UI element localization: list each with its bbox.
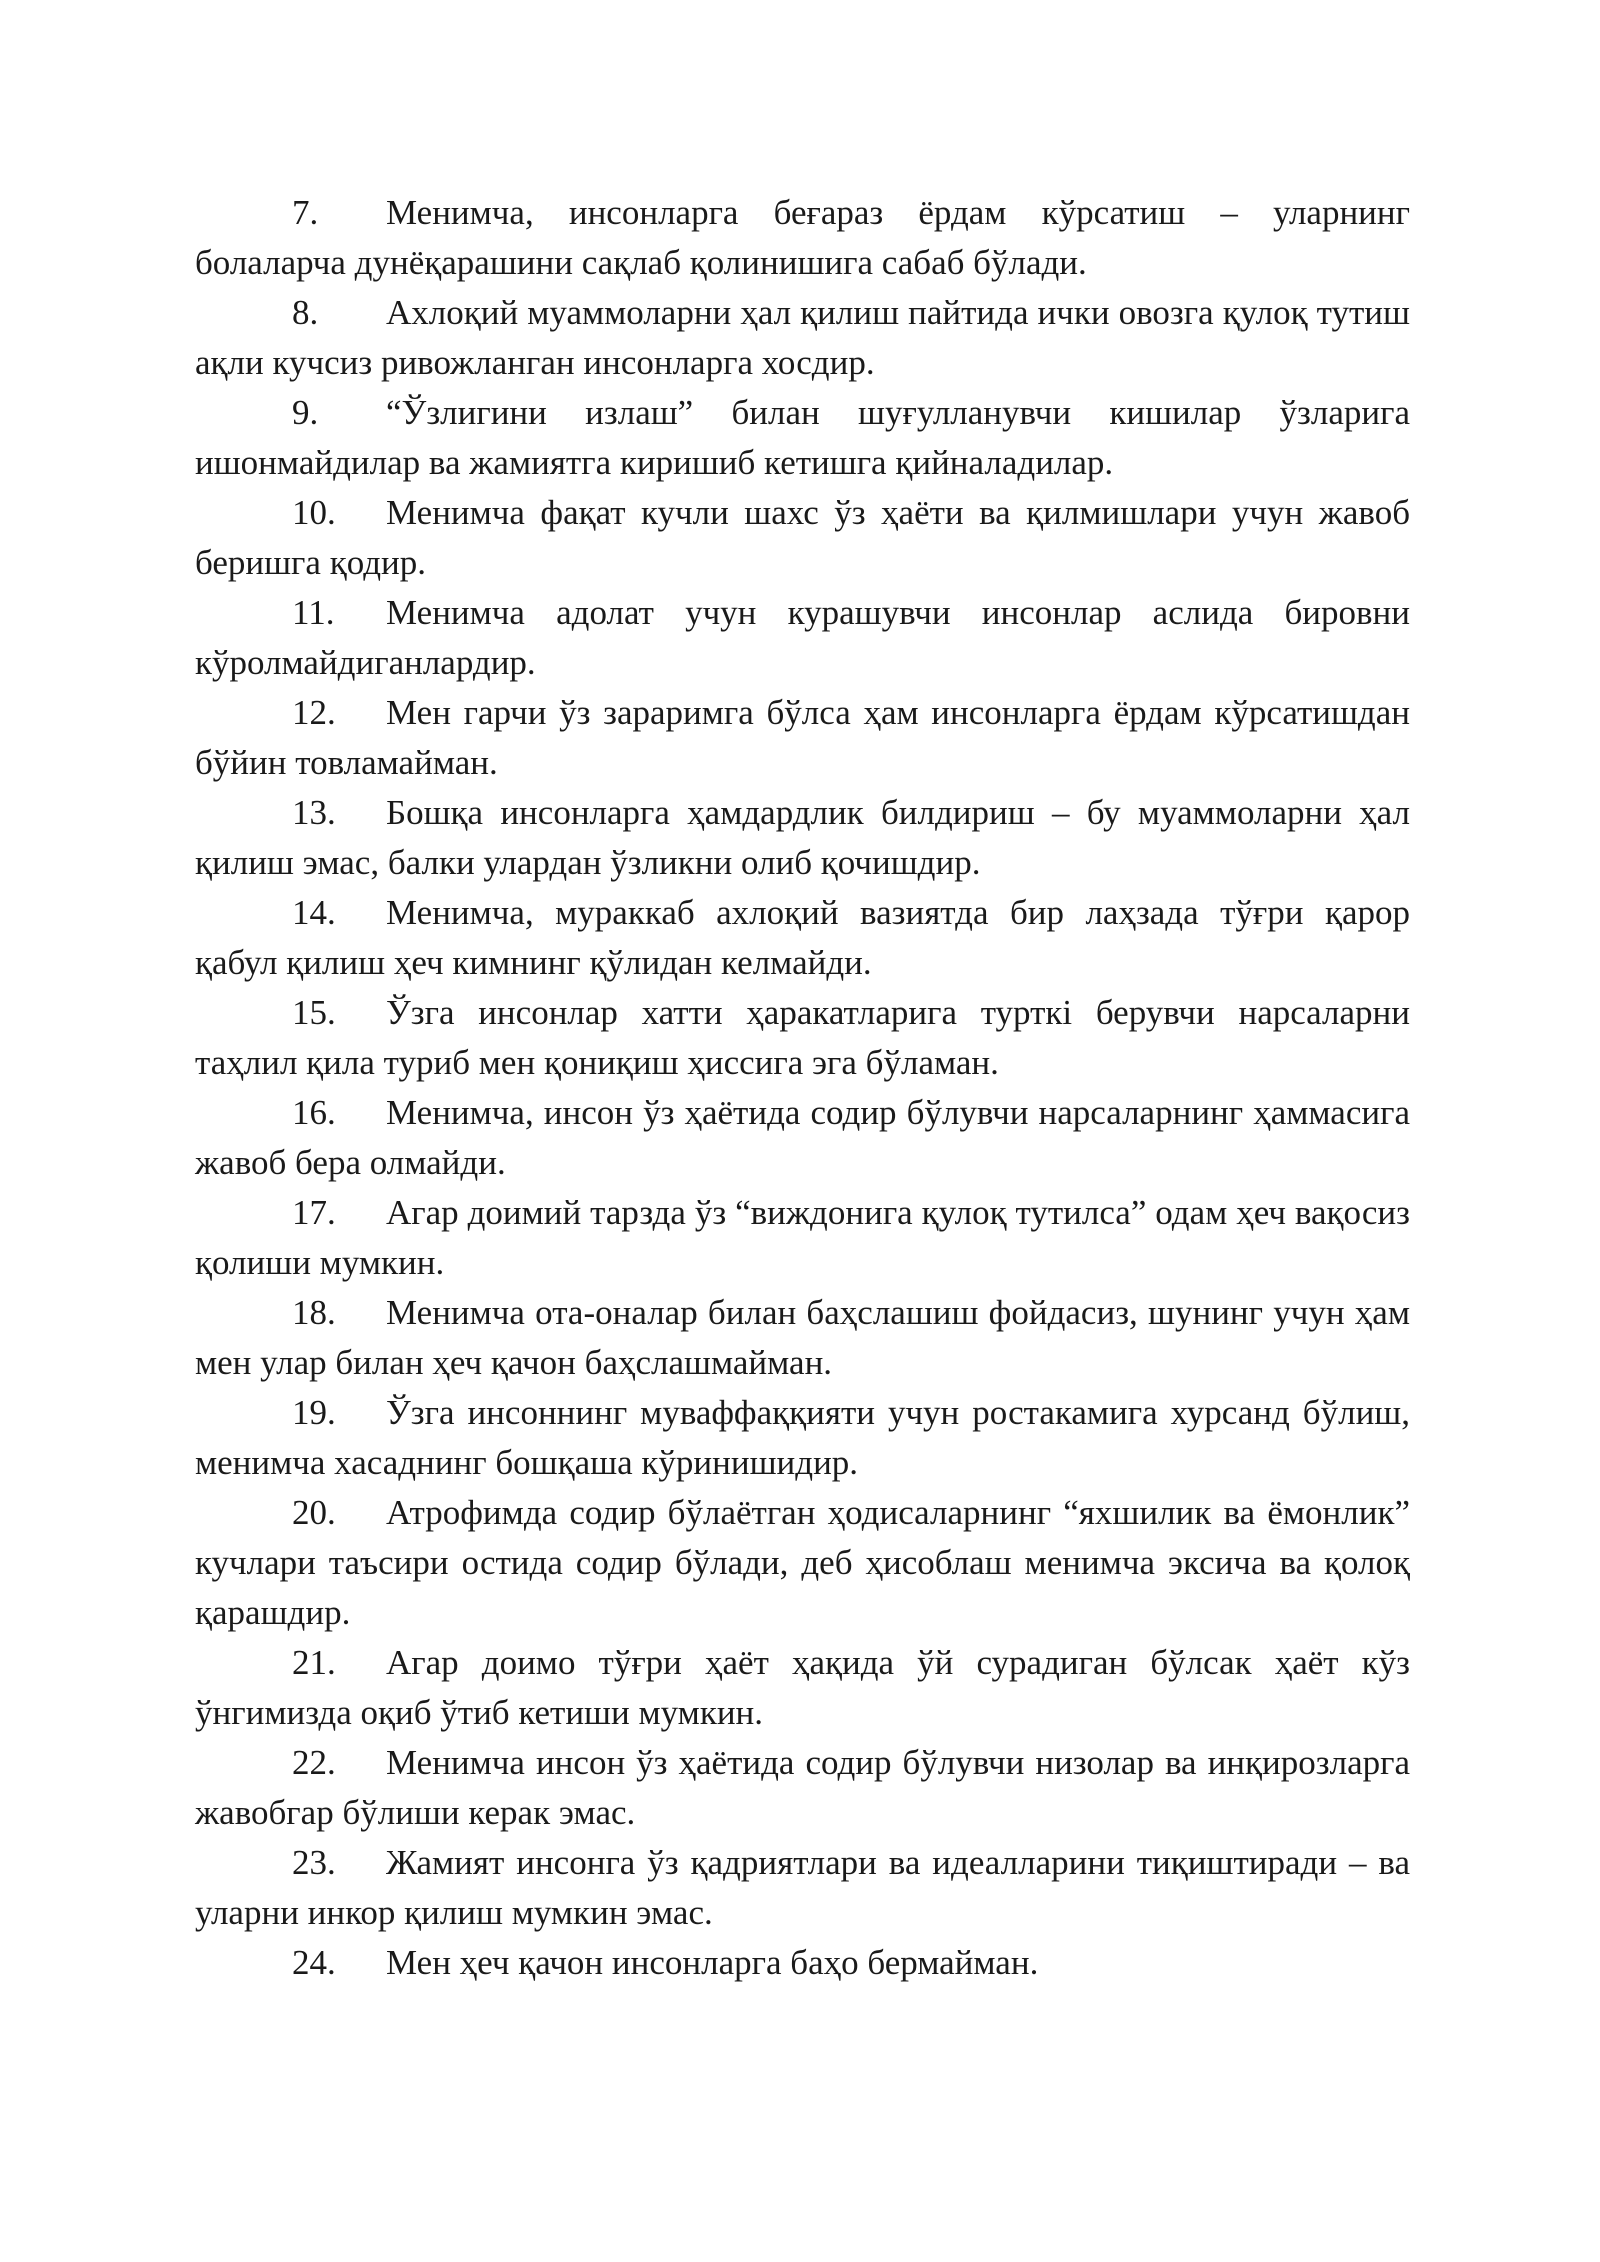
item-number: 16. (292, 1093, 336, 1132)
questionnaire-item (195, 1838, 1410, 1938)
item-number: 18. (292, 1293, 336, 1332)
questionnaire-item (195, 888, 1410, 988)
item-text: Агар доимий тарзда ўз “виждонига қулоқ тутилса” одам ҳеч вақосиз қолиши мумкин. (195, 1193, 1410, 1282)
item-text: Атрофимда содир бўлаётган ҳодисаларнинг “яхшилик ва ёмонлик” кучлари таъсири остида содир бўлади, деб ҳисоблаш менимча эксича ва қолоқ қарашдир. (195, 1493, 1410, 1632)
questionnaire-item (195, 288, 1410, 388)
item-number: 7. (292, 193, 319, 232)
questionnaire-item (195, 588, 1410, 688)
item-number: 8. (292, 293, 319, 332)
item-text: “Ўзлигини излаш” билан шуғулланувчи кишилар ўзларига ишонмайдилар ва жамиятга киришиб кетишга қийналадилар. (195, 393, 1410, 482)
item-text: Менимча ота-оналар билан баҳслашиш фойдасиз, шунинг учун ҳам мен улар билан ҳеч қачон баҳслашмайман. (195, 1293, 1410, 1382)
item-text: Мен гарчи ўз зараримга бўлса ҳам инсонларга ёрдам кўрсатишдан бўйин товламайман. (195, 693, 1410, 782)
questionnaire-item (195, 188, 1410, 288)
item-number: 11. (292, 593, 335, 632)
questionnaire-item (195, 1188, 1410, 1288)
questionnaire-item-list (195, 188, 1410, 1988)
questionnaire-item (195, 688, 1410, 788)
item-number: 20. (292, 1493, 336, 1532)
questionnaire-item (195, 1088, 1410, 1188)
item-number: 13. (292, 793, 336, 832)
item-number: 19. (292, 1393, 336, 1432)
item-text: Мен ҳеч қачон инсонларга баҳо бермайман. (386, 1943, 1039, 1982)
item-text: Ўзга инсоннинг муваффаққияти учун ростакамига хурсанд бўлиш, менимча хасаднинг бошқаша кўринишидир. (195, 1393, 1410, 1482)
questionnaire-item (195, 788, 1410, 888)
questionnaire-item (195, 1638, 1410, 1738)
item-number: 15. (292, 993, 336, 1032)
item-text: Ўзга инсонлар хатти ҳаракатларига турткi берувчи нарсаларни таҳлил қила туриб мен қониқиш ҳиссига эга бўламан. (195, 993, 1410, 1082)
item-number: 10. (292, 493, 336, 532)
item-text: Бошқа инсонларга ҳамдардлик билдириш – бу муаммоларни ҳал қилиш эмас, балки улардан ўзликни олиб қочишдир. (195, 793, 1410, 882)
questionnaire-item (195, 488, 1410, 588)
item-number: 9. (292, 393, 319, 432)
item-number: 22. (292, 1743, 336, 1782)
item-text: Агар доимо тўғри ҳаёт ҳақида ўй сурадиган бўлсак ҳаёт кўз ўнгимизда оқиб ўтиб кетиши мумкин. (195, 1643, 1410, 1732)
questionnaire-item (195, 1738, 1410, 1838)
item-text: Менимча, инсон ўз ҳаётида содир бўлувчи нарсаларнинг ҳаммасига жавоб бера олмайди. (195, 1093, 1410, 1182)
item-text: Менимча адолат учун курашувчи инсонлар аслида бировни кўролмайдиганлардир. (195, 593, 1410, 682)
item-text: Менимча инсон ўз ҳаётида содир бўлувчи низолар ва инқирозларга жавобгар бўлиши керак эмас. (195, 1743, 1410, 1832)
questionnaire-item (195, 1938, 1410, 1988)
questionnaire-item (195, 1288, 1410, 1388)
item-number: 17. (292, 1193, 336, 1232)
item-number: 12. (292, 693, 336, 732)
item-text: Жамият инсонга ўз қадриятлари ва идеалларини тиқиштиради – ва уларни инкор қилиш мумкин эмас. (195, 1843, 1410, 1932)
questionnaire-item (195, 388, 1410, 488)
item-number: 14. (292, 893, 336, 932)
questionnaire-item (195, 1388, 1410, 1488)
item-text: Менимча, мураккаб ахлоқий вазиятда бир лаҳзада тўғри қарор қабул қилиш ҳеч кимнинг қўлидан келмайди. (195, 893, 1410, 982)
item-number: 23. (292, 1843, 336, 1882)
item-number: 24. (292, 1943, 336, 1982)
item-text: Ахлоқий муаммоларни ҳал қилиш пайтида ички овозга қулоқ тутиш ақли кучсиз ривожланган инсонларга хосдир. (195, 293, 1410, 382)
item-text: Менимча фақат кучли шахс ўз ҳаёти ва қилмишлари учун жавоб беришга қодир. (195, 493, 1410, 582)
item-text: Менимча, инсонларга беғараз ёрдам кўрсатиш – уларнинг болаларча дунёқарашини сақлаб қолинишига сабаб бўлади. (195, 193, 1410, 282)
questionnaire-item (195, 988, 1410, 1088)
questionnaire-item (195, 1488, 1410, 1638)
item-number: 21. (292, 1643, 336, 1682)
